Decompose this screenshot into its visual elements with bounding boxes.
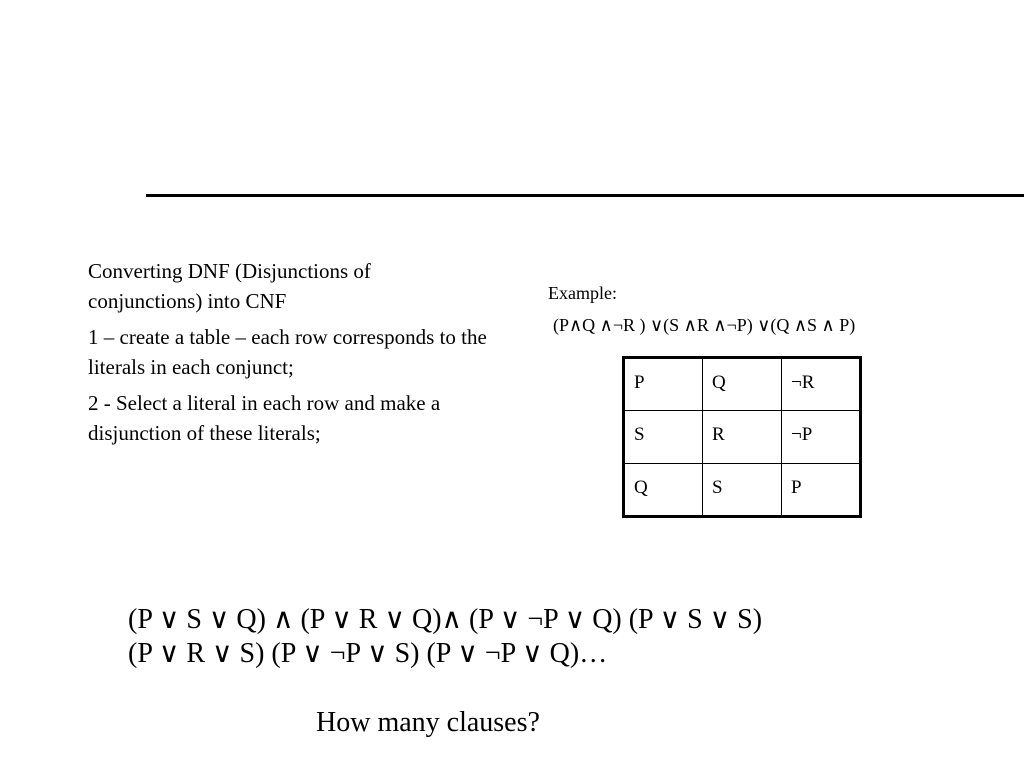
clauses-line-1: (P ∨ S ∨ Q) ∧ (P ∨ R ∨ Q)∧ (P ∨ ¬P ∨ Q) (P ∨ S ∨ S)	[128, 604, 763, 635]
table-cell: S	[703, 464, 782, 517]
example-label: Example:	[548, 283, 617, 303]
title-divider-rule	[146, 194, 1024, 197]
table-cell: Q	[703, 358, 782, 411]
table-cell: P	[782, 464, 861, 517]
table-cell: P	[624, 358, 703, 411]
question-text: How many clauses?	[316, 707, 540, 738]
table-cell: R	[703, 411, 782, 464]
instructions-text-block	[88, 256, 488, 454]
table-cell: ¬P	[782, 411, 861, 464]
table-row	[624, 464, 861, 517]
clauses-line-2: (P ∨ R ∨ S) (P ∨ ¬P ∨ S) (P ∨ ¬P ∨ Q)…	[128, 638, 608, 669]
literal-table	[622, 356, 862, 518]
step-1-paragraph: 1 – create a table – each row corresponds to the literals in each conjunct;	[88, 325, 487, 379]
example-formula: (P∧Q ∧¬R ) ∨(S ∧R ∧¬P) ∨(Q ∧S ∧ P)	[553, 315, 856, 335]
table-cell: Q	[624, 464, 703, 517]
table-row	[624, 411, 861, 464]
intro-paragraph: Converting DNF (Disjunctions of conjunctions) into CNF	[88, 259, 371, 313]
cnf-clauses	[128, 603, 762, 671]
table-cell: ¬R	[782, 358, 861, 411]
table-row	[624, 358, 861, 411]
step-2-paragraph: 2 - Select a literal in each row and make a disjunction of these literals;	[88, 391, 441, 445]
table-cell: S	[624, 411, 703, 464]
